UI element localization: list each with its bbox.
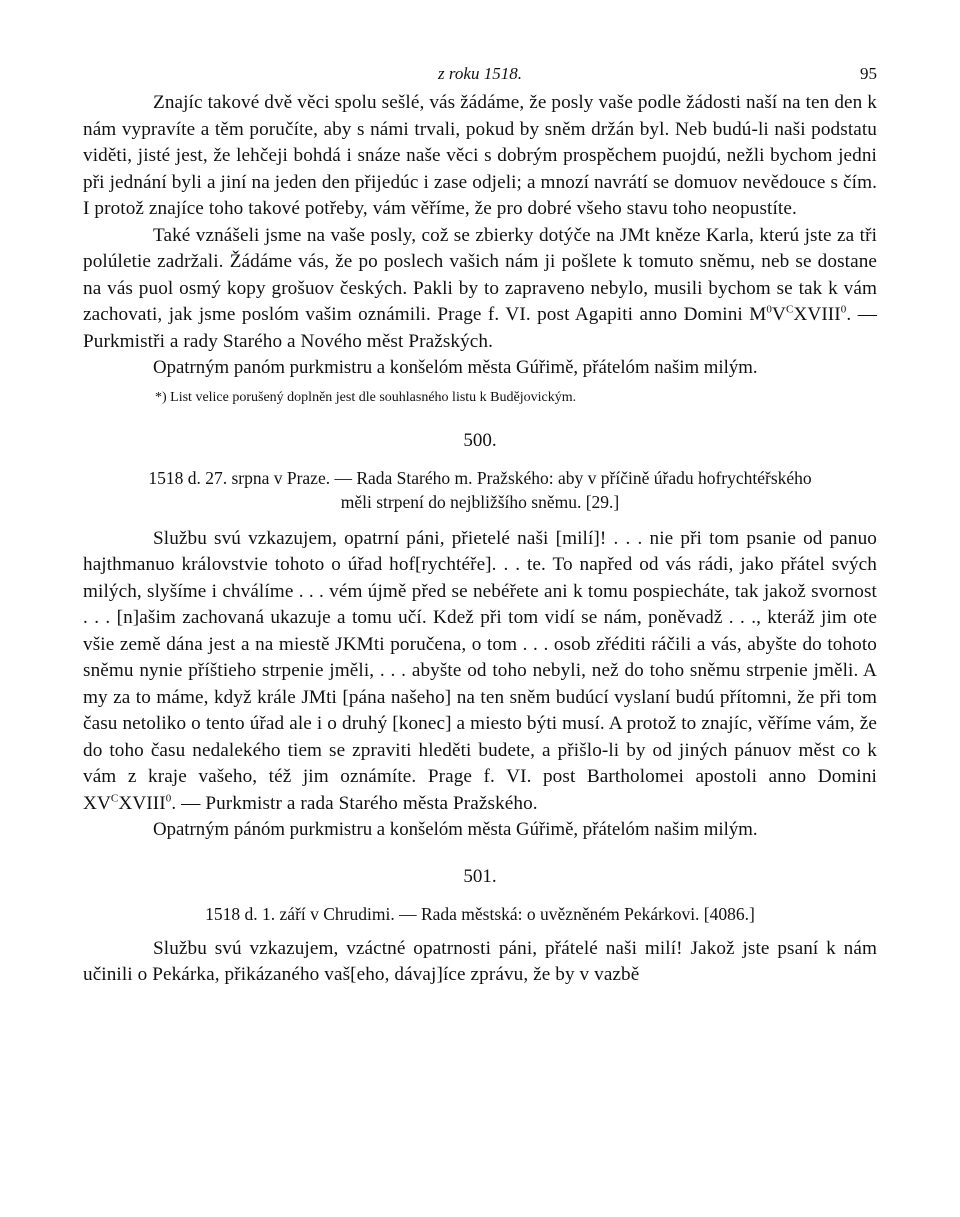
document-number-500: 500. — [463, 429, 497, 451]
paragraph-prev-1: Znajíc takové dvě věci spolu sešlé, vás žádáme, že posly vaše podle žádosti naší na ten den k nám vypravíte a těm poručíte, aby s námi trvali, pokud by sněm držán byl. Neb budú-li naši podstatu viděti, jisté jest, že lehčeji bohdá i snáze naše věci s dobrým prospěchem puojdú, nežli bychom jedni při jednání byli a jiní na jeden den přijedúc i zase odjeli; a mnozí navrátí se domuov nevědouce s čím. I protož znajíce toho takové potřeby, vám věříme, že pro dobré všeho stavu toho neopustíte. — [83, 92, 877, 219]
body-501: Službu svú vzkazujem, vzáctné opatrnosti páni, přátelé naši milí! Jakož jste psaní k nám učinili o Pekárka, přikázaného vaš[eho, dávaj]íce zprávu, že by v vazbě — [83, 937, 877, 985]
regest-500-line2: měli strpení do nejbližšího sněmu. [29.] — [340, 491, 620, 512]
regest-500-line1: 1518 d. 27. srpna v Praze. — Rada Starého m. Pražského: aby v příčině úřadu hofrychtéřského — [148, 467, 812, 488]
paragraph-prev-2: Také vznášeli jsme na vaše posly, což se zbierky dotýče na JMt kněze Karla, kterú jste za tři polúletie zadržali. Žádáme vás, že po poslech vašich nám ji pošlete k tomuto sněmu, neb se dostane na vás puol osmý kopy grošuov českých. Pakli by to zapraveno nebylo, musili bychom se tak k vám zachovati, jak jsme poslóm vašim oznámili. Prage f. VI. post Agapiti anno Domini $M^0V^CXVIII^0$. — Purkmistři a rady Starého a Nového měst Pražských. — [83, 224, 877, 352]
address-500: Opatrným pánóm purkmistru a konšelóm města Gúřimě, přátelóm našim milým. — [153, 819, 758, 840]
body-500: Službu svú vzkazujem, opatrní páni, přietelé naši [milí]! . . . nie při tom psanie od panuo hajthmanuo královstvie tohoto o úřad hof[rychtéře]. . . te. To napřed od vás rádi, jako přátel svých milých, slyšíme i chválíme . . . vém újmě před se nebéřete ani k tomu pospiecháte, tak jakož svornost . . . [n]ašim zachovaná ukazuje a tomu učí. Kdež při tom vidí se nám, poněvadž . . ., kteráž jim ote všie země dána jest a na miestě JKMti poručena, o tom . . . osob zřéditi ráčili a vás, abyšte do tohoto sněmu nynie příštieho strpenie jměli, . . . abyšte od toho nebyli, než do toho sněmu strpenie jměli. A my za to máme, když krále JMti [pána našeho] na ten sněm budúcí vyslaní budú přítomni, že při tom času netoliko o tento úřad ale i o druhý [konec] a miesto býti musí. A protož to znajíc, věříme vám, že do toho času nedalekého tiem se zpraviti hleděti budete, a přišlo-li by od jiných pánuov měst co k vám z kraje vašeho, též jim oznámíte. Prage f. VI. post Bartholomei apostoli anno Domini $XV^CXVIII^0$. — Purkmistr a rada Starého města Pražského. — [83, 527, 877, 814]
address-prev: Opatrným panóm purkmistru a konšelóm města Gúřimě, přátelóm našim milým. — [153, 357, 758, 378]
page-number: 95 — [860, 64, 877, 83]
running-title: z roku 1518. — [438, 64, 522, 83]
regest-501: 1518 d. 1. září v Chrudimi. — Rada městská: o uvězněném Pekárkovi. [4086.] — [205, 903, 755, 924]
document-number-501: 501. — [463, 865, 497, 887]
footnote: *) List velice porušený doplněn jest dle souhlasného listu k Budějovickým. — [155, 389, 577, 405]
page-header — [83, 60, 877, 90]
document-page — [83, 60, 877, 989]
